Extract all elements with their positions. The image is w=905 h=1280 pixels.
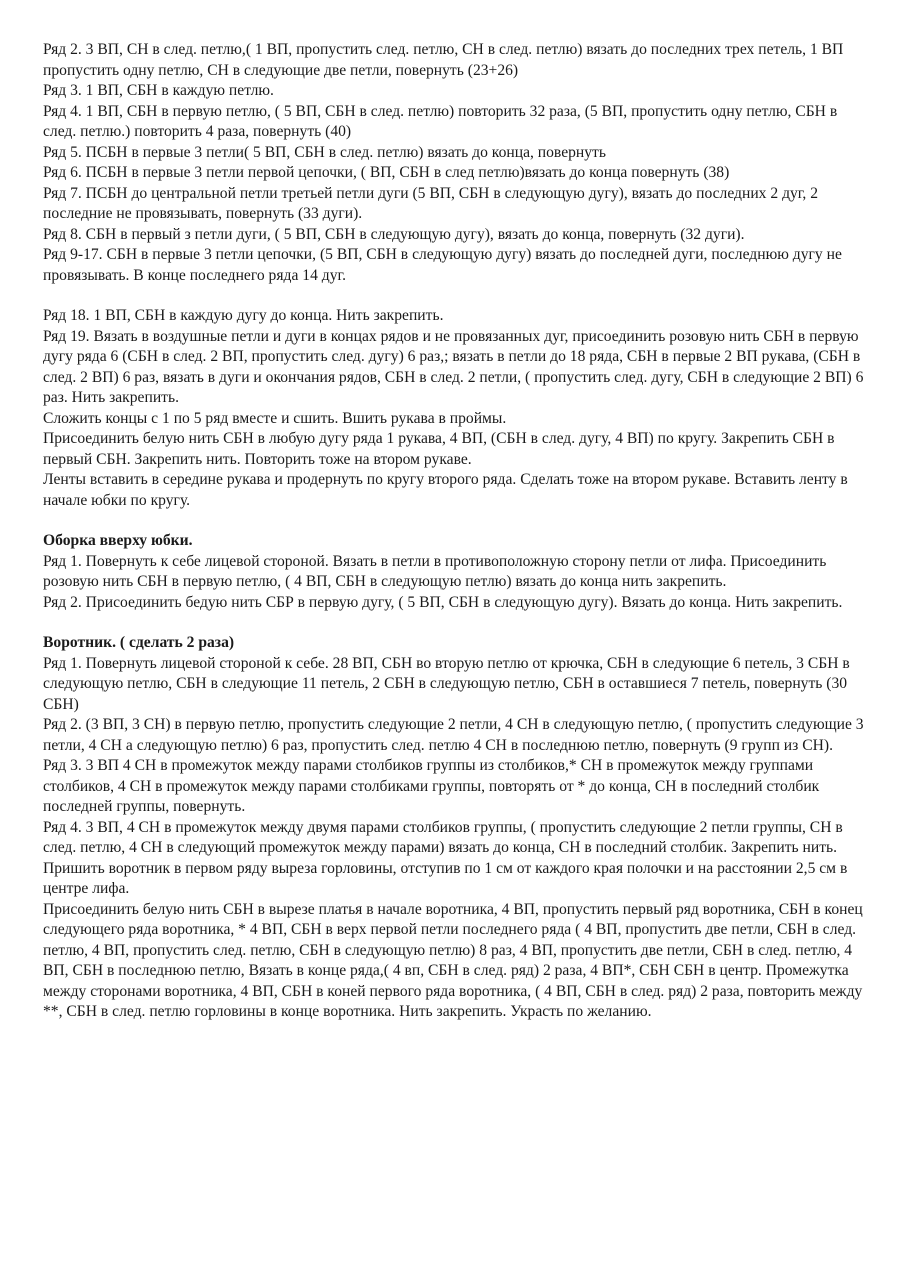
collar-edging-instruction: Присоединить белую нить СБН в вырезе платья в начале воротника, 4 ВП, пропустить первый ряд воротника, СБН в конец следующего ряда воротника, * 4 ВП, СБН в верх первой петли последнего ряда ( 4 ВП, пропустить две петли, СБН в след. петлю, 4 ВП, пропустить след. петлю, СБН в следующую петлю) 8 раз, 4 ВП, пропустить две петли, СБН в след. петлю, 4 ВП, СБН в последнюю петлю, Вязать в конце ряда,( 4 вп, СБН в след. ряд) 2 раза, 4 ВП*, СБН СБН в центр. Промежутка между сторонами воротника, 4 ВП, СБН в коней первого ряда воротника, ( 4 ВП, СБН в след. ряд) 2 раза, повторить между **, СБН в след. петлю горловины в конце воротника. Нить закрепить. Украсть по желанию. <box>43 900 863 1020</box>
sleeve-row-4: Ряд 4. 1 ВП, СБН в первую петлю, ( 5 ВП, СБН в след. петлю) повторить 32 раза, (5 ВП, пропустить одну петлю, СБН в след. петлю.) повторить 4 раза, повернуть (40) <box>43 102 838 140</box>
paragraph-gap <box>43 511 873 531</box>
finish-section <box>43 306 873 511</box>
sleeve-edging-instruction: Присоединить белую нить СБН в любую дугу ряда 1 рукава, 4 ВП, (СБН в след. дугу, 4 ВП) по кругу. Закрепить СБН в первый СБН. Закрепить нить. Повторить тоже на втором рукаве. <box>43 430 835 468</box>
sleeve-row-9-17: Ряд 9-17. СБН в первые 3 петли цепочки, (5 ВП, СБН в следующую дугу) вязать до последней дуги, последнюю дугу не провязывать. В конце последнего ряда 14 дуг. <box>43 246 842 284</box>
sleeve-row-5: Ряд 5. ПСБН в первые 3 петли( 5 ВП, СБН в след. петлю) вязать до конца, повернуть <box>43 143 606 161</box>
sleeve-row-18: Ряд 18. 1 ВП, СБН в каждую дугу до конца. Нить закрепить. <box>43 307 444 324</box>
collar-row-4: Ряд 4. 3 ВП, 4 СН в промежуток между двумя парами столбиков группы, ( пропустить следующие 2 петли группы, СН в след. петлю, 4 СН в следующий промежуток между парами) вязать до конца, СН в последний столбик. Закрепить нить. <box>43 818 843 856</box>
collar-row-3: Ряд 3. 3 ВП 4 СН в промежуток между парами столбиков группы из столбиков,* СН в промежуток между группами столбиков, 4 СН в промежуток между парами столбиками группы, повторять от * до конца, СН в последний столбик последней группы, повернуть. <box>43 757 820 815</box>
collar-attach-instruction: Пришить воротник в первом ряду выреза горловины, отступив по 1 см от каждого края полочки и на расстоянии 2,5 см в центре лифа. <box>43 859 848 897</box>
ribbon-instruction: Ленты вставить в середине рукава и продернуть по кругу второго ряда. Сделать тоже на втором рукаве. Вставить ленту в начале юбки по кругу. <box>43 471 848 509</box>
ruffle-row-2: Ряд 2. Присоединить бедую нить СБР в первую дугу, ( 5 ВП, СБН в следующую дугу). Вязать до конца. Нить закрепить. <box>43 593 843 611</box>
collar-heading: Воротник. ( сделать 2 раза) <box>43 634 235 651</box>
paragraph-gap <box>43 613 873 633</box>
ruffle-section <box>43 531 873 613</box>
sleeve-row-8: Ряд 8. СБН в первый з петли дуги, ( 5 ВП, СБН в следующую дугу), вязать до конца, повернуть (32 дуги). <box>43 225 745 243</box>
paragraph-gap <box>43 286 873 306</box>
collar-row-2: Ряд 2. (3 ВП, 3 СН) в первую петлю, пропустить следующие 2 петли, 4 СН в следующую петлю, ( пропустить следующие 3 петли, 4 СН а следующую петлю) 6 раз, пропустить след. петлю 4 СН в последнюю петлю, повернуть (9 групп из СН). <box>43 716 864 754</box>
ruffle-row-1: Ряд 1. Повернуть к себе лицевой стороной. Вязать в петли в противоположную сторону петли от лифа. Присоединить розовую нить СБН в первую петлю, ( 4 ВП, СБН в следующую петлю) вязать до конца нить закрепить. <box>43 552 827 590</box>
document-page <box>43 40 873 1023</box>
sleeve-row-2: Ряд 2. 3 ВП, СН в след. петлю,( 1 ВП, пропустить след. петлю, СН в след. петлю) вязать до последних трех петель, 1 ВП пропустить одну петлю, СН в следующие две петли, повернуть (23+26) <box>43 41 844 79</box>
sleeve-row-7: Ряд 7. ПСБН до центральной петли третьей петли дуги (5 ВП, СБН в следующую дугу), вязать до последних 2 дуг, 2 последние не провязывать, повернуть (33 дуги). <box>43 184 819 222</box>
collar-row-1: Ряд 1. Повернуть лицевой стороной к себе. 28 ВП, СБН во вторую петлю от крючка, СБН в следующие 6 петель, 3 СБН в следующую петлю, СБН в следующие 11 петель, 2 СБН в следующую петлю, СБН в оставшиеся 7 петель, повернуть (30 СБН) <box>43 654 850 713</box>
ruffle-heading: Оборка вверху юбки. <box>43 532 193 549</box>
sleeve-row-6: Ряд 6. ПСБН в первые 3 петли первой цепочки, ( ВП, СБН в след петлю)вязать до конца повернуть (38) <box>43 164 730 181</box>
sleeve-rows-section <box>43 40 873 286</box>
sleeve-row-19: Ряд 19. Вязать в воздушные петли и дуги в концах рядов и не провязанных дуг, присоединить розовую нить СБН в первую дугу ряда 6 (СБН в след. 2 ВП, пропустить след. дугу) 6 раз,; вязать в петли до 18 ряда, СБН в первые 2 ВП рукава, (СБН в след. 2 ВП) 6 раз, вязать в дуги и окончания рядов, СБН в след. 2 петли, ( пропустить след. дугу, СБН в следующие 2 ВП) 6 раз. Нить закрепить. <box>43 327 864 406</box>
sleeve-row-3: Ряд 3. 1 ВП, СБН в каждую петлю. <box>43 82 274 99</box>
assembly-instruction: Сложить концы с 1 по 5 ряд вместе и сшить. Вшить рукава в проймы. <box>43 409 507 427</box>
collar-section <box>43 633 873 1023</box>
